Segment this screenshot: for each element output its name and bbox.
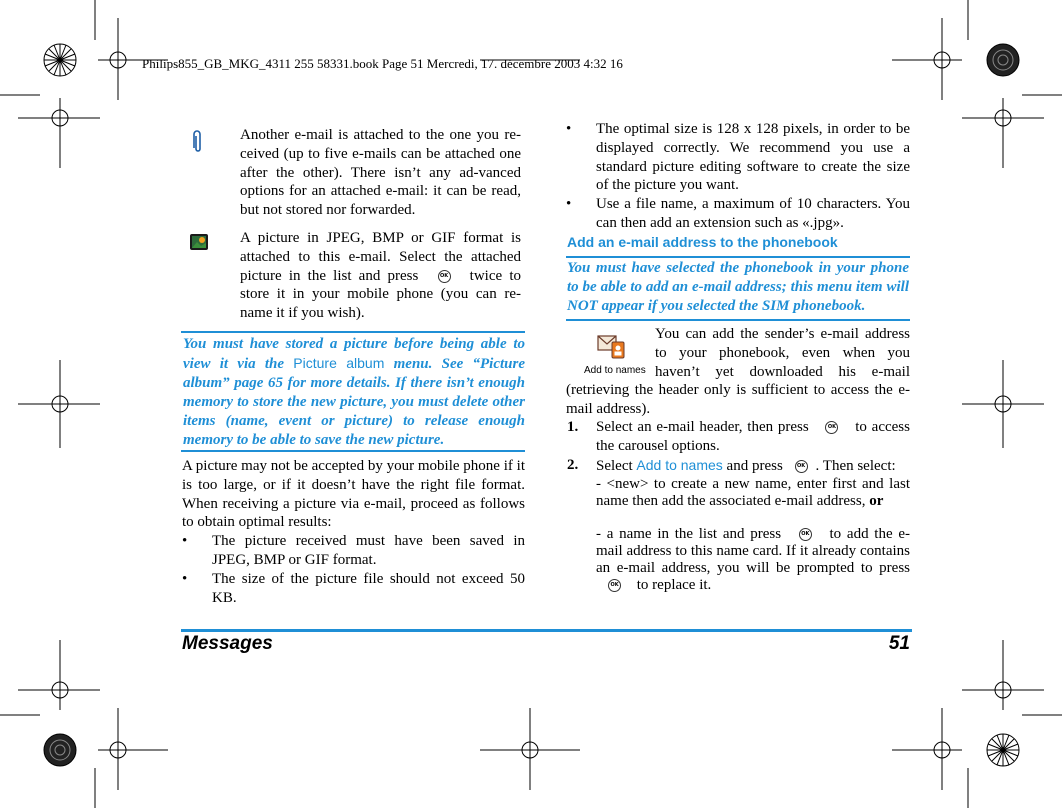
reg-mark-left-lower bbox=[18, 640, 100, 710]
list-item: • The optimal size is 128 x 128 pixels, in order to be displayed correctly. We recommend you use a standard picture editing software to create the size of the picture you want. bbox=[566, 121, 910, 194]
list-item: • The picture received must have been saved in JPEG, BMP or GIF format. bbox=[182, 533, 525, 568]
step-number: 1. bbox=[567, 419, 579, 435]
step-2 bbox=[596, 456, 910, 476]
add-to-names-caption: Add to names bbox=[584, 365, 646, 376]
picture-album-note bbox=[183, 335, 525, 450]
ok-key-icon: OK bbox=[799, 528, 812, 541]
footer-rule bbox=[181, 629, 912, 632]
list-item: • The size of the picture file should not exceed 50 KB. bbox=[182, 571, 525, 606]
note-text-1: You must have stored a picture before being able to view it via the bbox=[183, 336, 525, 372]
step2-text-c: . Then select: bbox=[815, 458, 896, 474]
bullet-text: The size of the picture file should not exceed 50 KB. bbox=[212, 571, 525, 606]
paperclip-icon bbox=[190, 128, 204, 154]
option-existing-text-b: to add the e-mail address to this name card. If it already contains an e-mail address, you will be prompted to press bbox=[596, 526, 910, 576]
attached-picture-text-1: A picture in JPEG, BMP or GIF format is attached to this e-mail. Select the attached picture in the list and press bbox=[240, 230, 521, 284]
page-number: 51 bbox=[888, 633, 910, 654]
reg-mark-bottom-center bbox=[480, 708, 580, 790]
rosette-bottom-right bbox=[987, 734, 1019, 766]
phonebook-note: You must have selected the phonebook in your phone to be able to add an e-mail address; this menu item will NOT appear if you selected the SIM phonebook. bbox=[567, 260, 909, 314]
add-to-names-menu-link[interactable]: Add to names bbox=[636, 457, 723, 473]
option-existing-text-c: to replace it. bbox=[636, 577, 712, 593]
note-bottom-rule bbox=[181, 450, 525, 452]
ok-key-icon: OK bbox=[438, 270, 451, 283]
section-title: Add an e-mail address to the phonebook bbox=[567, 234, 838, 250]
rosette-top-left bbox=[44, 44, 76, 76]
picture-acceptance-paragraph: A picture may not be accepted by your mobile phone if it is too large, or if it doesn’t have the right file format. When receiving a picture via e-mail, proceed as follows to obtain optimal results: bbox=[182, 458, 525, 531]
option-or: or bbox=[869, 493, 884, 509]
step-1 bbox=[596, 418, 910, 456]
picture-icon bbox=[189, 233, 209, 251]
rosette-bottom-left bbox=[44, 734, 76, 766]
step2-text-a: Select bbox=[596, 458, 633, 474]
book-info-line: Philips855_GB_MKG_4311 255 58331.book Page 51 Mercredi, 17. décembre 2003 4:32 16 bbox=[142, 56, 623, 71]
ok-key-icon: OK bbox=[825, 421, 838, 434]
note-text-2: menu. See “Picture album” page 65 for more details. If there isn’t enough memory to store the new picture, you must delete other items (name, event or picture) to release enough memory to be able to save the new picture. bbox=[183, 356, 526, 448]
option-new-text: - <new> to create a new name, enter first and last name then add the associated e-mail address, bbox=[596, 476, 910, 509]
bullet-text: The optimal size is 128 x 128 pixels, in order to be displayed correctly. We recommend you use a standard picture editing software to create the size of the picture you want. bbox=[596, 121, 910, 194]
list-item: • Use a file name, a maximum of 10 characters. You can then add an extension such as «.jpg». bbox=[566, 196, 910, 231]
reg-mark-right-mid bbox=[962, 360, 1044, 448]
reg-mark-bottom-left bbox=[98, 708, 168, 790]
add-address-intro bbox=[566, 325, 910, 419]
attached-picture-description bbox=[240, 229, 521, 323]
note-top-rule bbox=[181, 331, 525, 333]
attached-picture-text-2: twice to store it in your mobile phone (you can re-name it if you wish). bbox=[240, 267, 521, 322]
step2-text-b: and press bbox=[726, 458, 783, 474]
note-top-rule bbox=[566, 256, 910, 258]
rosette-top-right bbox=[987, 44, 1019, 76]
option-existing-name bbox=[596, 526, 910, 594]
note-bottom-rule bbox=[566, 319, 910, 321]
reg-mark-left-upper bbox=[18, 98, 100, 168]
picture-album-menu-link[interactable]: Picture album bbox=[293, 355, 385, 371]
reg-mark-top-right bbox=[892, 18, 962, 100]
ok-key-icon: OK bbox=[608, 579, 621, 592]
intro-text: You can add the sender’s e-mail address to your phonebook, even when you haven’t yet downloaded his e-mail (retrieving the header only is sufficient to access the e-mail address). bbox=[566, 326, 910, 418]
reg-mark-left-mid bbox=[18, 360, 100, 448]
step1-text-a: Select an e-mail header, then press bbox=[596, 419, 809, 435]
option-new-name bbox=[596, 476, 910, 510]
bullet-text: Use a file name, a maximum of 10 characters. You can then add an extension such as «.jpg». bbox=[596, 196, 910, 231]
step-number: 2. bbox=[567, 457, 579, 473]
step1-text-b: to access the carousel options. bbox=[596, 419, 910, 454]
reg-mark-bottom-right bbox=[892, 708, 962, 790]
reg-mark-right-lower bbox=[962, 640, 1044, 710]
bullet-text: The picture received must have been saved in JPEG, BMP or GIF format. bbox=[212, 533, 525, 568]
ok-key-icon: OK bbox=[795, 460, 808, 473]
reg-mark-right-upper bbox=[962, 98, 1044, 168]
footer-section-title: Messages bbox=[182, 633, 273, 654]
option-existing-text-a: - a name in the list and press bbox=[596, 526, 782, 542]
attached-email-description: Another e-mail is attached to the one you re-ceived (up to five e-mails can be attached one after the other). There isn’t any ad-vanced options for an attached e-mail: it can be read, but not stored nor forwarded. bbox=[240, 127, 521, 219]
